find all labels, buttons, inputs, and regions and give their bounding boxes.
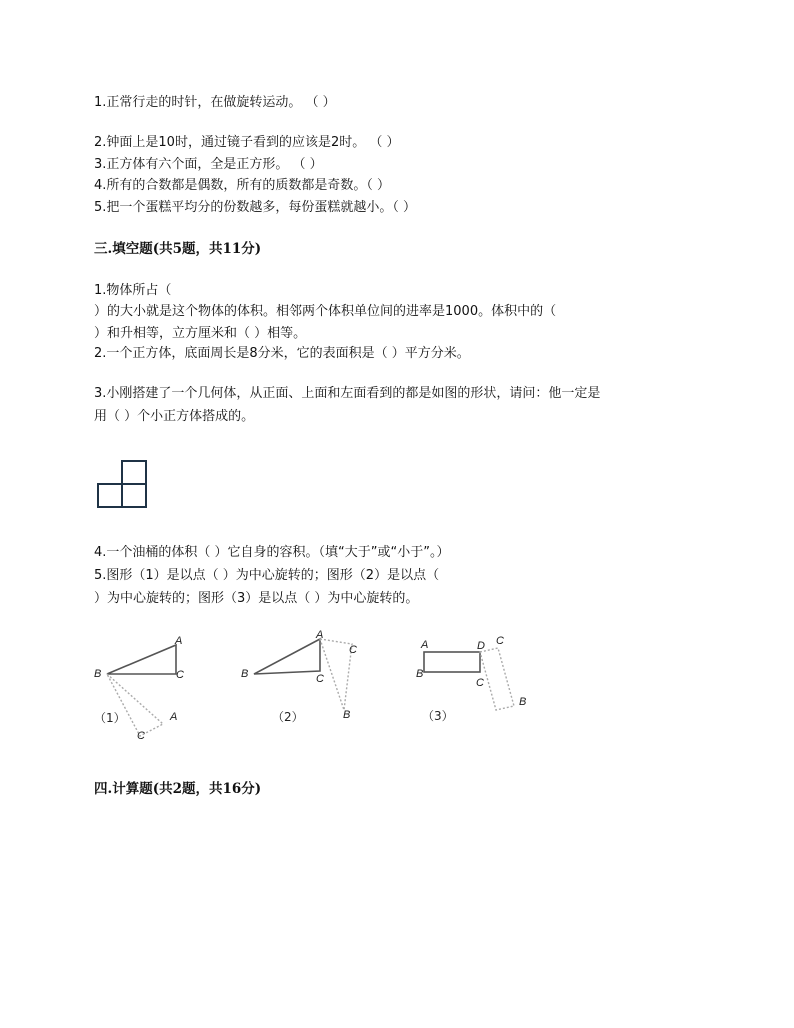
fill-q1-line2: ）的大小就是这个物体的体积。相邻两个体积单位间的进率是1000。体积中的（ (94, 304, 557, 319)
fill-q5-line1: 5.图形（1）是以点（ ）为中心旋转的；图形（2）是以点（ (94, 568, 440, 583)
judgment-q5: 5.把一个蛋糕平均分的份数越多，每份蛋糕就越小。（ ） (94, 200, 417, 215)
fig3-original-rectangle (424, 652, 480, 672)
judgment-q2: 2.钟面上是10时，通过镜子看到的应该是2时。 （ ） (94, 135, 400, 150)
cube-view-figure (97, 460, 149, 510)
fill-q3-line2: 用（ ）个小正方体搭成的。 (94, 409, 255, 424)
rotation-figure-2 (236, 624, 366, 734)
fig3-label-d: D (477, 640, 485, 652)
fig2-label-c: C (316, 673, 324, 685)
fill-q2: 2.一个正方体，底面周长是8分米，它的表面积是（ ）平方分米。 (94, 346, 470, 361)
fill-q1-line3: ）和升相等，立方厘米和（ ）相等。 (94, 326, 307, 341)
fig1-label-b: B (94, 668, 102, 680)
fig2-caption: （2） (272, 710, 304, 724)
fig2-label-a: A (316, 629, 324, 641)
fig1-original-triangle (107, 645, 176, 674)
fig2-rotated-triangle (320, 639, 352, 710)
fill-q5-line2: ）为中心旋转的；图形（3）是以点（ ）为中心旋转的。 (94, 591, 419, 606)
fig3-label-b2: B (519, 696, 527, 708)
fill-q1-line1: 1.物体所占（ (94, 283, 172, 298)
rotation-figure-3 (412, 628, 542, 728)
cube-bottom-right (122, 484, 146, 507)
cube-top (122, 461, 146, 484)
fig3-label-a: A (421, 639, 429, 651)
fig2-label-c2: C (349, 644, 357, 656)
fig3-rotated-rectangle (480, 648, 514, 710)
fig1-label-a2: A (170, 711, 178, 723)
fig1-rotated-triangle (107, 674, 163, 736)
fig1-label-c2: C (137, 730, 145, 742)
cube-bottom-left (98, 484, 122, 507)
fig3-label-c2: C (496, 635, 504, 647)
fig3-caption: （3） (422, 709, 454, 723)
section4-heading: 四.计算题(共2题，共16分) (94, 781, 262, 797)
judgment-q3: 3.正方体有六个面，全是正方形。 （ ） (94, 157, 323, 172)
fig2-label-b2: B (343, 709, 351, 721)
rotation-figure-1 (90, 628, 210, 748)
fill-q3-line1: 3.小刚搭建了一个几何体，从正面、上面和左面看到的都是如图的形状，请问：他一定是 (94, 386, 601, 401)
judgment-q4: 4.所有的合数都是偶数，所有的质数都是奇数。（ ） (94, 178, 391, 193)
fig1-label-a1: A (175, 635, 183, 647)
fig3-label-c: C (476, 677, 484, 689)
fig2-label-b: B (241, 668, 249, 680)
fig1-caption: （1） (94, 711, 126, 725)
section3-heading: 三.填空题(共5题，共11分) (94, 241, 262, 257)
fig2-original-triangle (254, 639, 320, 674)
fill-q4: 4.一个油桶的体积（ ）它自身的容积。（填“大于”或“小于”。） (94, 545, 450, 560)
fig3-label-b: B (416, 668, 424, 680)
fig1-label-c1: C (176, 669, 184, 681)
judgment-q1: 1.正常行走的时针，在做旋转运动。 （ ） (94, 95, 336, 110)
